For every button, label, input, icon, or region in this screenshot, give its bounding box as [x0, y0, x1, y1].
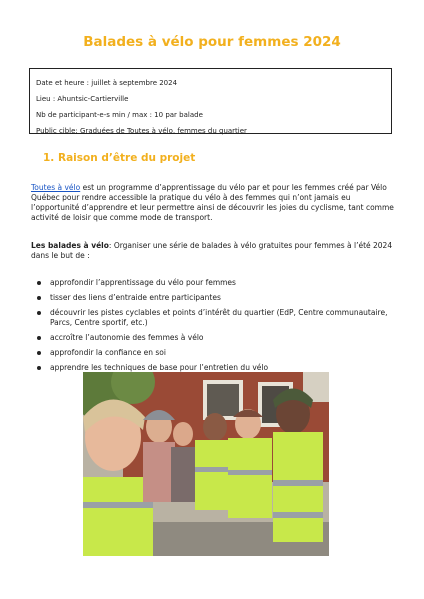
section-title: Raison d’être du projet: [58, 152, 196, 164]
list-item-text: découvrir les pistes cyclables et points d’intérêt du quartier (EdP, Centre communautaire, Parcs, Centre sportif, etc.): [50, 308, 388, 327]
bullet-icon: [37, 336, 41, 340]
bullet-icon: [37, 311, 41, 315]
info-date: Date et heure : juillet à septembre 2024: [36, 79, 178, 87]
objective-label: Les balades à vélo: [31, 241, 109, 250]
list-item: [31, 308, 396, 328]
list-item: [31, 278, 396, 288]
toutes-a-velo-link[interactable]: Toutes à vélo: [31, 183, 81, 192]
bullet-icon: [37, 296, 41, 300]
bullet-icon: [37, 281, 41, 285]
section-heading: [43, 152, 195, 164]
list-item: [31, 293, 396, 303]
bullet-icon: [37, 351, 41, 355]
info-participants: Nb de participant-e-s min / max : 10 par balade: [36, 111, 203, 119]
info-location: Lieu : Ahuntsic-Cartierville: [36, 95, 129, 103]
bullet-icon: [37, 366, 41, 370]
list-item: [31, 348, 396, 358]
list-item-text: apprendre les techniques de base pour l’entretien du vélo: [50, 363, 269, 372]
event-info-box: [29, 68, 392, 134]
list-item-text: tisser des liens d’entraide entre participantes: [50, 293, 221, 302]
intro-paragraph-text: est un programme d’apprentissage du vélo par et pour les femmes créé par Vélo Québec pour rendre accessible la pratique du vélo à des femmes qui n’ont jamais eu l’opportunité d’apprendre et leur permettre ainsi de découvrir les joies du cyclisme, tant comme activité de loisir que comme mode de transport.: [31, 183, 394, 222]
list-item-text: accroître l’autonomie des femmes à vélo: [50, 333, 204, 342]
section-number: 1.: [43, 152, 55, 164]
goals-list: [31, 278, 396, 378]
intro-paragraph: [31, 183, 396, 223]
list-item-text: approfondir l’apprentissage du vélo pour femmes: [50, 278, 236, 287]
objective-text: : Organiser une série de balades à vélo gratuites pour femmes à l’été 2024 dans le but de :: [31, 241, 393, 260]
info-audience: Public cible: Graduées de Toutes à vélo, femmes du quartier: [36, 127, 247, 135]
objective-paragraph: [31, 241, 396, 261]
group-selfie-photo: [83, 372, 329, 556]
list-item: [31, 333, 396, 343]
photo-illustration: [83, 372, 329, 556]
list-item-text: approfondir la confiance en soi: [50, 348, 166, 357]
document-title: Balades à vélo pour femmes 2024: [83, 34, 341, 50]
